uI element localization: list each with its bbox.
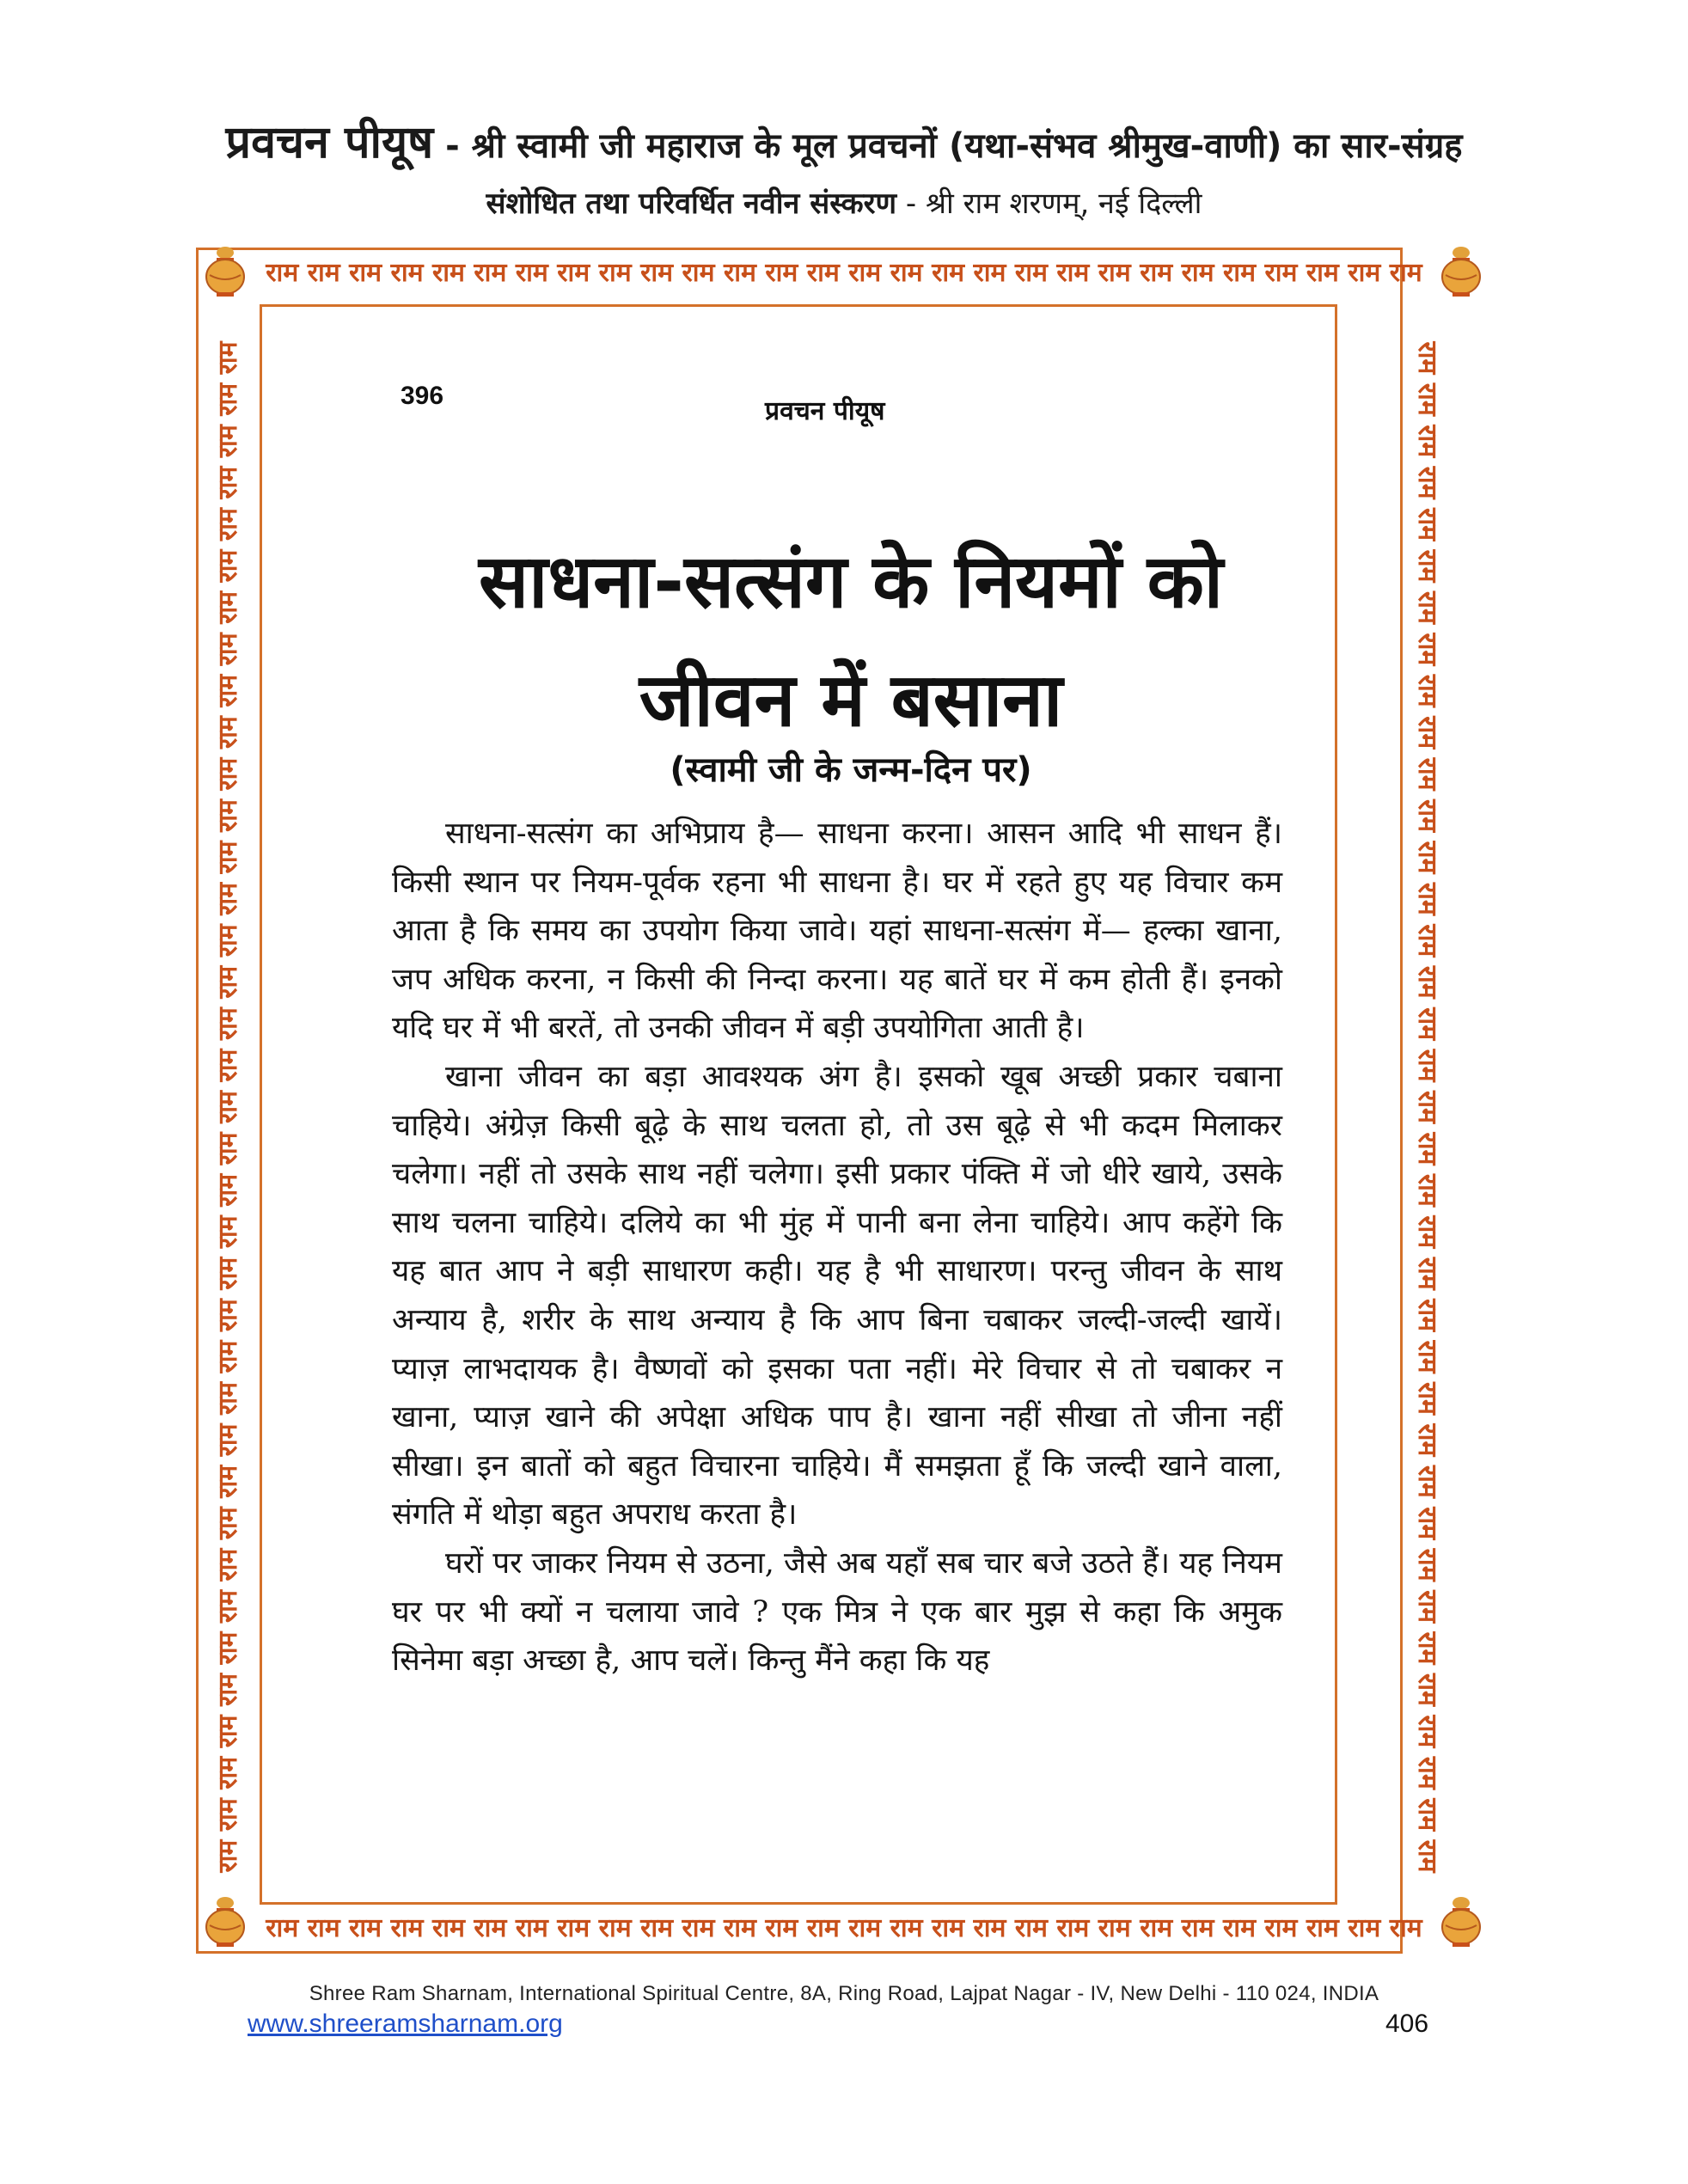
pdf-page-number: 406 bbox=[1385, 2010, 1429, 2038]
publisher-label: - श्री राम शरणम्, नई दिल्ली bbox=[896, 187, 1202, 221]
book-page-number: 396 bbox=[401, 382, 444, 410]
edition-label: संशोधित तथा परिवर्धित नवीन संस्करण bbox=[486, 187, 897, 221]
border-ram-right bbox=[1403, 325, 1451, 1889]
website-link[interactable]: www.shreeramsharnam.org bbox=[248, 2010, 563, 2038]
paragraph: घरों पर जाकर नियम से उठना, जैसे अब यहाँ सब चार बजे उठते हैं। यह नियम घर पर भी क्यों न चलाया जावे ? एक मित्र ने एक बार मुझ से कहा कि अमुक सिनेमा बड़ा अच्छा है, आप चलें। किन्तु मैंने कहा कि यह bbox=[392, 1545, 1282, 1679]
kalash-icon bbox=[198, 244, 253, 299]
border-ram-top: राम राम राम राम राम राम राम राम राम राम राम राम राम राम राम राम राम राम राम राम राम राम राम राम राम राम राम राम bbox=[266, 258, 1422, 288]
chapter-subtitle: (स्वामी जी के जन्म-दिन पर) bbox=[670, 750, 1032, 790]
border-ram-right-text: राम राम राम राम राम राम राम राम राम राम राम राम राम राम राम राम राम राम राम राम राम राम राम राम राम राम राम राम राम राम राम राम राम राम राम राम राम bbox=[1412, 341, 1442, 1873]
kalash-icon bbox=[1434, 1894, 1489, 1949]
chapter-title bbox=[370, 523, 1332, 760]
edition-line bbox=[0, 182, 1688, 222]
border-ram-left bbox=[205, 325, 253, 1889]
body-text bbox=[392, 810, 1282, 1685]
chapter-title-line: जीवन में बसाना bbox=[639, 658, 1063, 743]
running-title: प्रवचन पीयूष bbox=[765, 396, 885, 426]
paragraph: साधना-सत्संग का अभिप्राय है— साधना करना। आसन आदि भी साधन हैं। किसी स्थान पर नियम-पूर्वक रहना भी साधना है। घर में रहते हुए यह विचार कम आता है कि समय का उपयोग किया जावे। यहां साधना-सत्संग में— हल्का खाना, जप अधिक करना, न किसी की निन्दा करना। यह बातें घर में कम होती हैं। इनको यदि घर में भी बरतें, तो उनकी जीवन में बड़ी उपयोगिता आती है। bbox=[392, 817, 1282, 1046]
border-ram-left-text: राम राम राम राम राम राम राम राम राम राम राम राम राम राम राम राम राम राम राम राम राम राम राम राम राम राम राम राम राम राम राम राम राम राम राम राम राम bbox=[213, 341, 243, 1873]
chapter-title-line: साधना-सत्संग के नियमों को bbox=[478, 539, 1224, 625]
footer-address: Shree Ram Sharnam, International Spiritual Centre, 8A, Ring Road, Lajpat Nagar - IV, New Delhi - 110 024, INDIA bbox=[309, 1982, 1379, 2005]
kalash-icon bbox=[198, 1894, 253, 1949]
paragraph: खाना जीवन का बड़ा आवश्यक अंग है। इसको खूब अच्छी प्रकार चबाना चाहिये। अंग्रेज़ किसी बूढ़े के साथ चलता हो, तो उस बूढ़े से भी कदम मिलाकर चलेगा। नहीं तो उसके साथ नहीं चलेगा। इसी प्रकार पंक्ति में जो धीरे खाये, उसके साथ चलना चाहिये। दलिये का भी मुंह में पानी बना लेना चाहिये। आप कहेंगे कि यह बात आप ने बड़ी साधारण कही। यह है भी साधारण। परन्तु जीवन के साथ अन्याय है, शरीर के साथ अन्याय है कि आप बिना चबाकर जल्दी-जल्दी खायें। प्याज़ लाभदायक है। वैष्णवों को इसका पता नहीं। मेरे विचार से तो चबाकर न खाना, प्याज़ खाने की अपेक्षा अधिक पाप है। खाना नहीं सीखा तो जीना नहीं सीखा। इन बातों को बहुत विचारना चाहिये। मैं समझता हूँ कि जल्दी खाने वाला, संगति में थोड़ा बहुत अपराध करता है। bbox=[392, 1059, 1282, 1532]
kalash-icon bbox=[1434, 244, 1489, 299]
document-header-title bbox=[0, 110, 1688, 171]
border-ram-bottom: राम राम राम राम राम राम राम राम राम राम राम राम राम राम राम राम राम राम राम राम राम राम राम राम राम राम राम राम bbox=[266, 1913, 1422, 1943]
book-title: प्रवचन पीयूष bbox=[225, 117, 434, 168]
book-subtitle: - श्री स्वामी जी महाराज के मूल प्रवचनों (यथा-संभव श्रीमुख-वाणी) का सार-संग्रह bbox=[433, 126, 1463, 166]
